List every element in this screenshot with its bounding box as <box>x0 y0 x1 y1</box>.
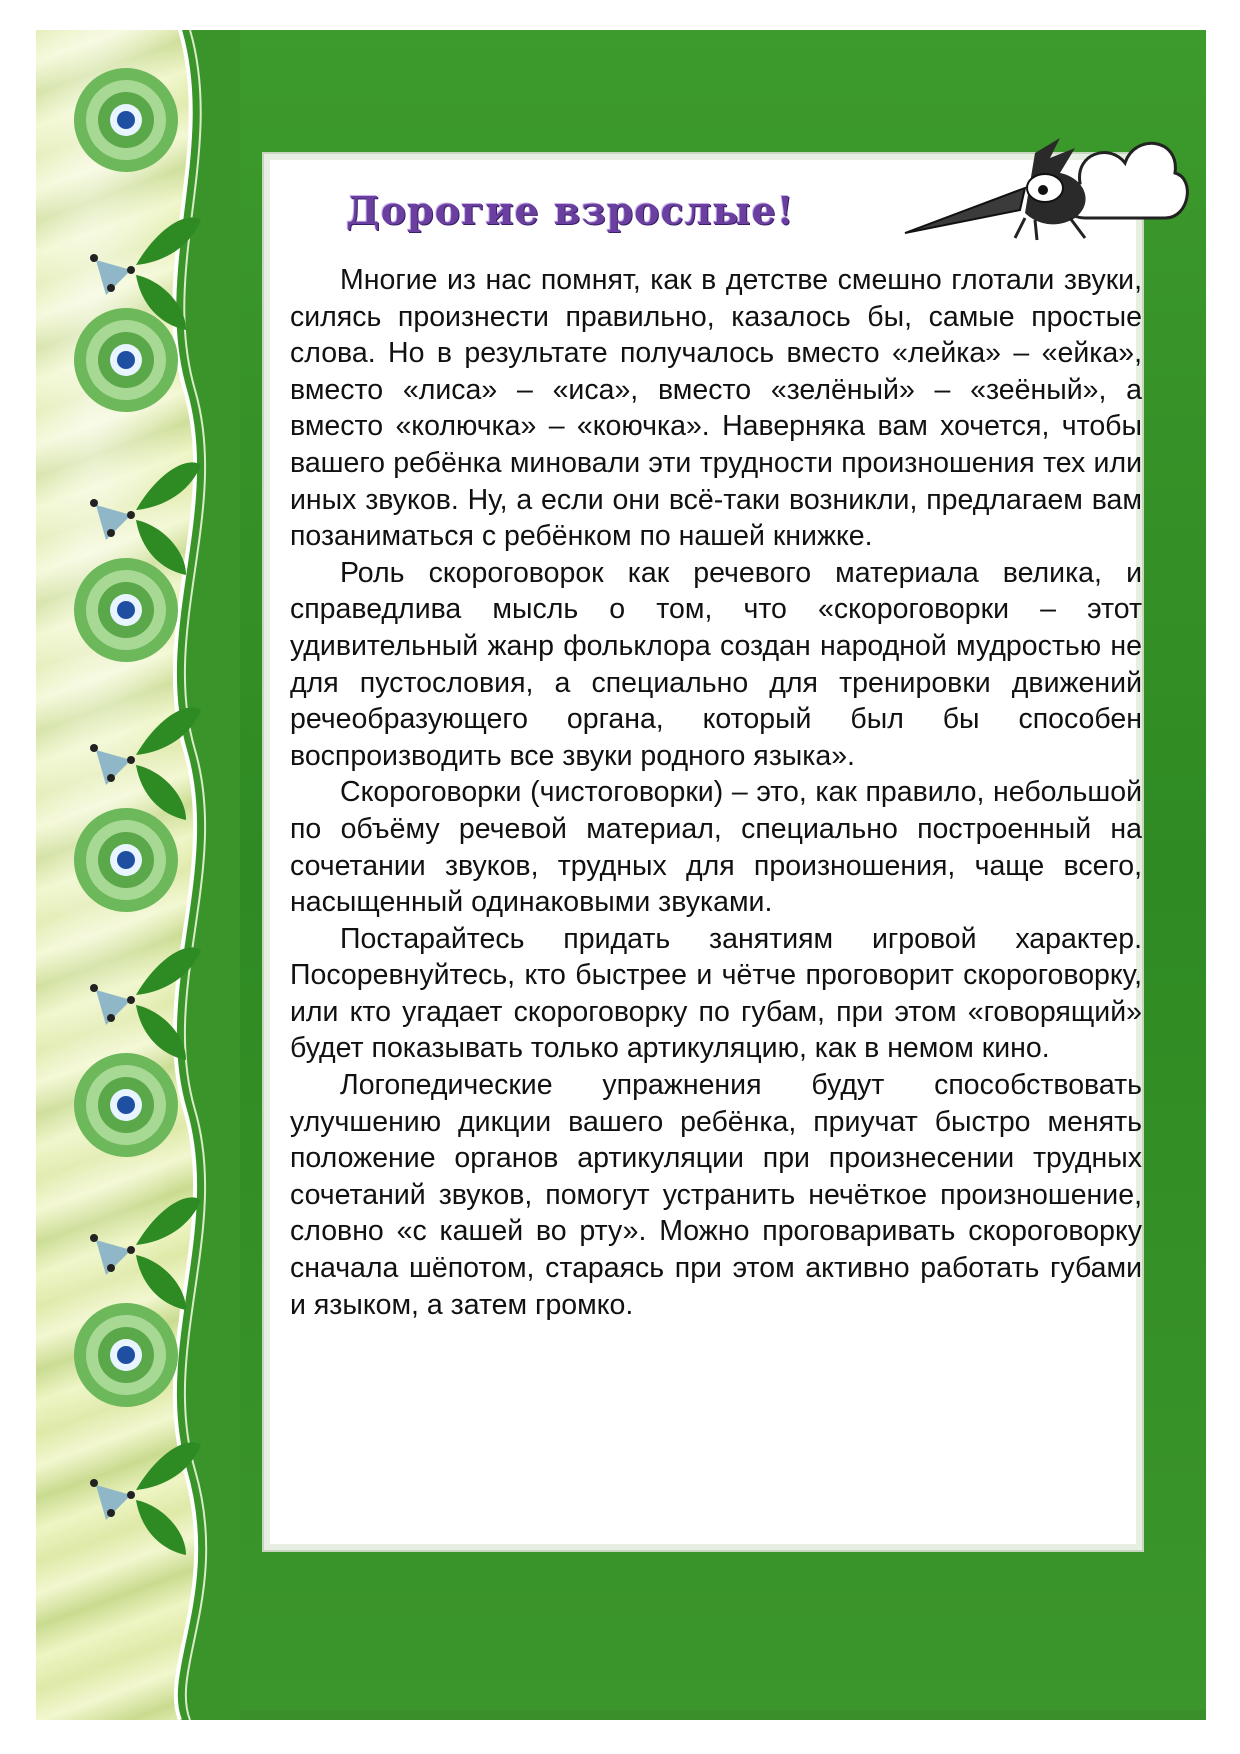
paragraph: Постарайтесь придать занятиям игровой характер. Посоревнуйтесь, кто быстрее и чётче проговорит скороговорку, или кто угадает скороговорку по губам, при этом «говорящий» будет показывать только артикуляцию, как в немом кино. <box>290 922 1142 1065</box>
paragraph: Логопедические упражнения будут способствовать улучшению дикции вашего ребёнка, приучат быстро менять положение органов артикуляции при произнесении трудных сочетаний звуков, помогут устранить нечёткое произношение, словно «с кашей во рту». Можно проговаривать скороговорку сначала шёпотом, стараясь при этом активно работать губами и языком, а затем громко. <box>290 1069 1142 1321</box>
flower-circle-icon <box>74 1303 178 1407</box>
body-text <box>290 262 1142 1323</box>
crow-illustration <box>885 118 1195 248</box>
page-title: Дорогие взрослые! <box>346 188 795 233</box>
sprout-leaf-icon <box>90 1197 201 1310</box>
paragraph: Скороговорки (чистоговорки) – это, как правило, небольшой по объёму речевой материал, специально построенный на сочетании звуков, трудных для произношения, чаще всего, насыщенный одинаковыми звуками. <box>290 776 1142 919</box>
paragraph: Роль скороговорок как речевого материала велика, и справедлива мысль о том, что «скороговорки – этот удивительный жанр фольклора создан народной мудростью не для пустословия, а специально для тренировки движений речеобразующего органа, который был бы способен воспроизводить все звуки родного языка». <box>290 556 1142 772</box>
sprout-leaf-icon <box>90 462 201 575</box>
flower-circle-icon <box>74 1053 178 1157</box>
sprout-leaf-icon <box>90 1442 201 1555</box>
flower-circle-icon <box>74 308 178 412</box>
flower-ornaments <box>36 30 236 1720</box>
flower-circle-icon <box>74 558 178 662</box>
flower-circle-icon <box>74 68 178 172</box>
paragraph: Многие из нас помнят, как в детстве смешно глотали звуки, силясь произнести правильно, казалось бы, самые простые слова. Но в результате получалось вместо «лейка» – «ейка», вместо «лиса» – «иса», вместо «зелёный» – «зеёный», а вместо «колючка» – «коючка». Наверняка вам хочется, чтобы вашего ребёнка миновали эти трудности произношения тех или иных звуков. Ну, а если они всё-таки возникли, предлагаем вам позаниматься с ребёнком по нашей книжке. <box>290 264 1142 553</box>
flower-circle-icon <box>74 808 178 912</box>
sprout-leaf-icon <box>90 707 201 820</box>
sprout-leaf-icon <box>90 947 201 1060</box>
crow-icon <box>905 138 1086 240</box>
